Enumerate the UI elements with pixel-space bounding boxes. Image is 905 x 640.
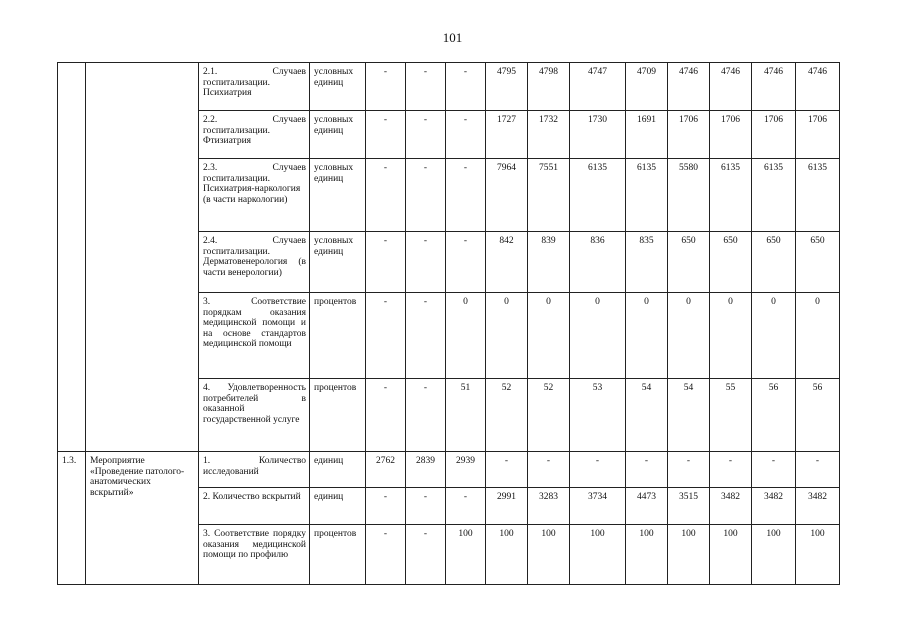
value-cell: 56 — [796, 379, 840, 452]
value-cell: - — [366, 159, 406, 232]
value-cell: 1730 — [570, 111, 626, 159]
value-cell: 100 — [796, 525, 840, 585]
value-cell: 1732 — [528, 111, 570, 159]
value-cell: 2839 — [406, 452, 446, 488]
value-cell: 650 — [752, 232, 796, 293]
value-cell: - — [446, 159, 486, 232]
value-cell: 6135 — [570, 159, 626, 232]
value-cell: 0 — [710, 293, 752, 379]
value-cell: 839 — [528, 232, 570, 293]
table-row — [58, 63, 840, 111]
indicator-cell: 3. Соответствие порядку оказания медицинской помощи по профилю — [199, 525, 310, 585]
value-cell: 835 — [626, 232, 668, 293]
value-cell: 56 — [752, 379, 796, 452]
value-cell: 2939 — [446, 452, 486, 488]
value-cell: 3734 — [570, 488, 626, 525]
value-cell: 650 — [796, 232, 840, 293]
unit-cell: процентов — [310, 379, 366, 452]
value-cell: 7964 — [486, 159, 528, 232]
value-cell: 4709 — [626, 63, 668, 111]
value-cell: 100 — [752, 525, 796, 585]
value-cell: 0 — [570, 293, 626, 379]
unit-cell: условных единиц — [310, 159, 366, 232]
value-cell: 0 — [796, 293, 840, 379]
value-cell: 0 — [626, 293, 668, 379]
value-cell: 836 — [570, 232, 626, 293]
value-cell: - — [446, 63, 486, 111]
value-cell: - — [710, 452, 752, 488]
value-cell: - — [366, 488, 406, 525]
indicator-cell: 2. Количество вскрытий — [199, 488, 310, 525]
value-cell: - — [446, 232, 486, 293]
value-cell: - — [366, 525, 406, 585]
program-indicators-table — [57, 62, 840, 585]
value-cell: 2991 — [486, 488, 528, 525]
row-number-cell — [58, 63, 86, 452]
value-cell: - — [366, 111, 406, 159]
event-name-cell — [86, 63, 199, 452]
value-cell: 4473 — [626, 488, 668, 525]
value-cell: 100 — [710, 525, 752, 585]
value-cell: 52 — [486, 379, 528, 452]
value-cell: 3283 — [528, 488, 570, 525]
value-cell: - — [366, 379, 406, 452]
value-cell: 5580 — [668, 159, 710, 232]
value-cell: 4746 — [752, 63, 796, 111]
value-cell: 52 — [528, 379, 570, 452]
value-cell: - — [366, 63, 406, 111]
value-cell: 1691 — [626, 111, 668, 159]
value-cell: - — [752, 452, 796, 488]
value-cell: 0 — [752, 293, 796, 379]
value-cell: 0 — [446, 293, 486, 379]
value-cell: 4795 — [486, 63, 528, 111]
value-cell: - — [668, 452, 710, 488]
value-cell: 4798 — [528, 63, 570, 111]
value-cell: - — [366, 293, 406, 379]
unit-cell: единиц — [310, 488, 366, 525]
value-cell: - — [406, 293, 446, 379]
value-cell: 100 — [486, 525, 528, 585]
value-cell: 51 — [446, 379, 486, 452]
value-cell: 6135 — [710, 159, 752, 232]
indicator-cell: 1. Количество исследований — [199, 452, 310, 488]
value-cell: - — [406, 159, 446, 232]
value-cell: 0 — [486, 293, 528, 379]
value-cell: - — [406, 232, 446, 293]
value-cell: 1706 — [668, 111, 710, 159]
value-cell: - — [446, 111, 486, 159]
value-cell: - — [406, 63, 446, 111]
value-cell: 4747 — [570, 63, 626, 111]
value-cell: 100 — [626, 525, 668, 585]
value-cell: 1706 — [752, 111, 796, 159]
indicator-cell: 2.2. Случаев госпитализации. Фтизиатрия — [199, 111, 310, 159]
unit-cell: единиц — [310, 452, 366, 488]
value-cell: - — [486, 452, 528, 488]
value-cell: 650 — [668, 232, 710, 293]
value-cell: 3482 — [796, 488, 840, 525]
indicator-cell: 2.3. Случаев госпитализации. Психиатрия-наркология (в части наркологии) — [199, 159, 310, 232]
value-cell: 650 — [710, 232, 752, 293]
unit-cell: условных единиц — [310, 111, 366, 159]
value-cell: - — [366, 232, 406, 293]
value-cell: 2762 — [366, 452, 406, 488]
value-cell: 53 — [570, 379, 626, 452]
unit-cell: процентов — [310, 293, 366, 379]
value-cell: 1706 — [710, 111, 752, 159]
value-cell: 842 — [486, 232, 528, 293]
value-cell: - — [570, 452, 626, 488]
value-cell: 4746 — [796, 63, 840, 111]
value-cell: 6135 — [626, 159, 668, 232]
value-cell: 54 — [668, 379, 710, 452]
value-cell: - — [406, 379, 446, 452]
value-cell: 3482 — [752, 488, 796, 525]
value-cell: - — [528, 452, 570, 488]
unit-cell: процентов — [310, 525, 366, 585]
value-cell: 54 — [626, 379, 668, 452]
event-name-cell: Мероприятие «Проведение патолого-анатомических вскрытий» — [86, 452, 199, 585]
value-cell: 1706 — [796, 111, 840, 159]
value-cell: 6135 — [752, 159, 796, 232]
indicator-cell: 4. Удовлетворенность потребителей в оказанной государственной услуге — [199, 379, 310, 452]
indicator-cell: 2.4. Случаев госпитализации. Дерматовенерология (в части венерологии) — [199, 232, 310, 293]
value-cell: 6135 — [796, 159, 840, 232]
value-cell: 100 — [528, 525, 570, 585]
value-cell: 4746 — [710, 63, 752, 111]
indicator-cell: 2.1. Случаев госпитализации. Психиатрия — [199, 63, 310, 111]
table-row — [58, 452, 840, 488]
unit-cell: условных единиц — [310, 63, 366, 111]
value-cell: - — [796, 452, 840, 488]
value-cell: 0 — [668, 293, 710, 379]
indicator-cell: 3. Соответствие порядкам оказания медицинской помощи и на основе стандартов медицинской помощи — [199, 293, 310, 379]
value-cell: - — [406, 488, 446, 525]
value-cell: - — [446, 488, 486, 525]
value-cell: 0 — [528, 293, 570, 379]
page-number: 101 — [442, 30, 463, 45]
value-cell: - — [406, 111, 446, 159]
value-cell: 7551 — [528, 159, 570, 232]
value-cell: 100 — [668, 525, 710, 585]
value-cell: 55 — [710, 379, 752, 452]
value-cell: 100 — [446, 525, 486, 585]
value-cell: 3515 — [668, 488, 710, 525]
row-number-cell: 1.3. — [58, 452, 86, 585]
value-cell: 100 — [570, 525, 626, 585]
value-cell: 3482 — [710, 488, 752, 525]
unit-cell: условных единиц — [310, 232, 366, 293]
value-cell: 1727 — [486, 111, 528, 159]
value-cell: - — [626, 452, 668, 488]
value-cell: - — [406, 525, 446, 585]
value-cell: 4746 — [668, 63, 710, 111]
